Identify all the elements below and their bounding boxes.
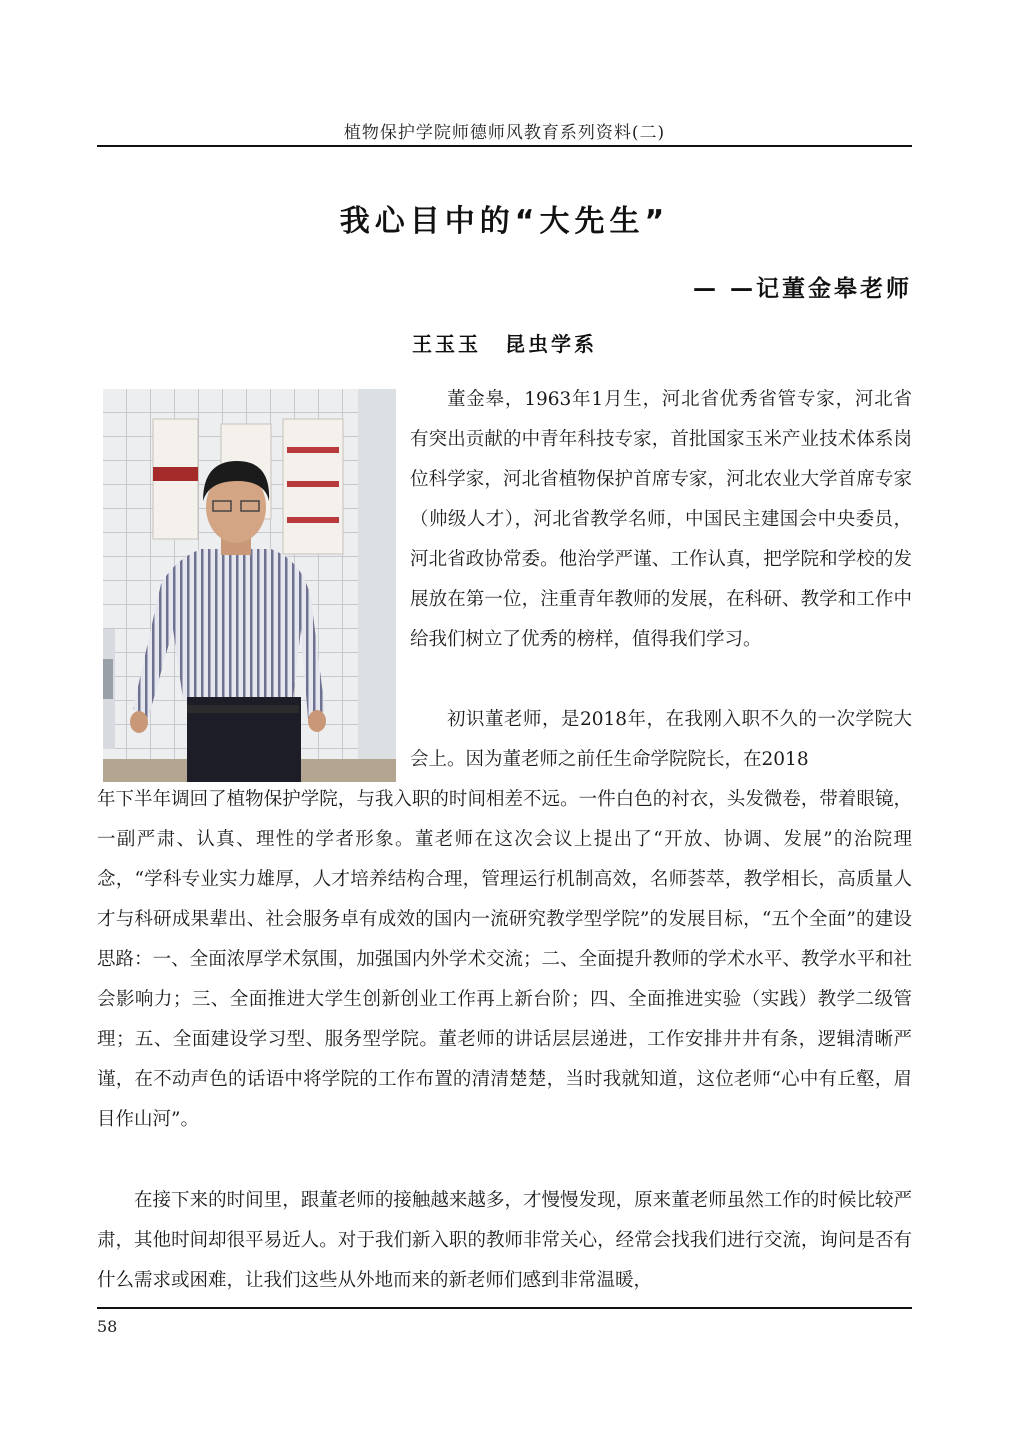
paragraph-first-meeting-rest: 年下半年调回了植物保护学院，与我入职的时间相差不远。一件白色的衬衣，头发微卷，带着眼镜，一副严肃、认真、理性的学者形象。董老师在这次会议上提出了“开放、协调、发展”的治院理念，“学科专业实力雄厚，人才培养结构合理，管理运行机制高效，名师荟萃，教学相长，高质量人才与科研成果辈出、社会服务卓有成效的国内一流研究教学型学院”的发展目标，“五个全面”的建设思路：一、全面浓厚学术氛围，加强国内外学术交流；二、全面提升教师的学术水平、教学水平和社会影响力；三、全面推进大学生创新创业工作再上新台阶；四、全面推进实验（实践）教学二级管理；五、全面建设学习型、服务型学院。董老师的讲话层层递进，工作安排井井有条，逻辑清晰严谨，在不动声色的话语中将学院的工作布置的清清楚楚，当时我就知道，这位老师“心中有丘壑，眉目作山河”。	[97, 789, 912, 1130]
paragraph-intro: 董金皋，1963年1月生，河北省优秀省管专家，河北省有突出贡献的中青年科技专家，首批国家玉米产业技术体系岗位科学家，河北省植物保护首席专家，河北农业大学首席专家（帅级人才），河北省教学名师，中国民主建国会中央委员，河北省政协常委。他治学严谨、工作认真，把学院和学校的发展放在第一位，注重青年教师的发展，在科研、教学和工作中给我们树立了优秀的榜样，值得我们学习。	[410, 389, 912, 650]
footer-rule	[97, 1307, 912, 1309]
author-name: 王玉玉	[412, 332, 481, 356]
article-title: 我心目中的“大先生”	[339, 204, 670, 239]
running-header: 植物保护学院师德师风教育系列资料(二)	[343, 123, 666, 143]
header-rule	[97, 145, 912, 147]
article-subtitle: — —记董金皋老师	[692, 276, 912, 302]
paragraph-later-contact: 在接下来的时间里，跟董老师的接触越来越多，才慢慢发现，原来董老师虽然工作的时候比较严肃，其他时间却很平易近人。对于我们新入职的教师非常关心，经常会找我们进行交流，询问是否有什么需求或困难，让我们这些从外地而来的新老师们感到非常温暖，	[97, 1190, 912, 1291]
portrait-photo	[103, 389, 396, 782]
page-number: 58	[97, 1317, 118, 1336]
paragraph-first-meeting-start: 初识董老师，是2018年，在我刚入职不久的一次学院大会上。因为董老师之前任生命学院院长，在2018	[410, 709, 912, 770]
author-department: 昆虫学系	[505, 332, 597, 356]
byline	[97, 328, 912, 357]
